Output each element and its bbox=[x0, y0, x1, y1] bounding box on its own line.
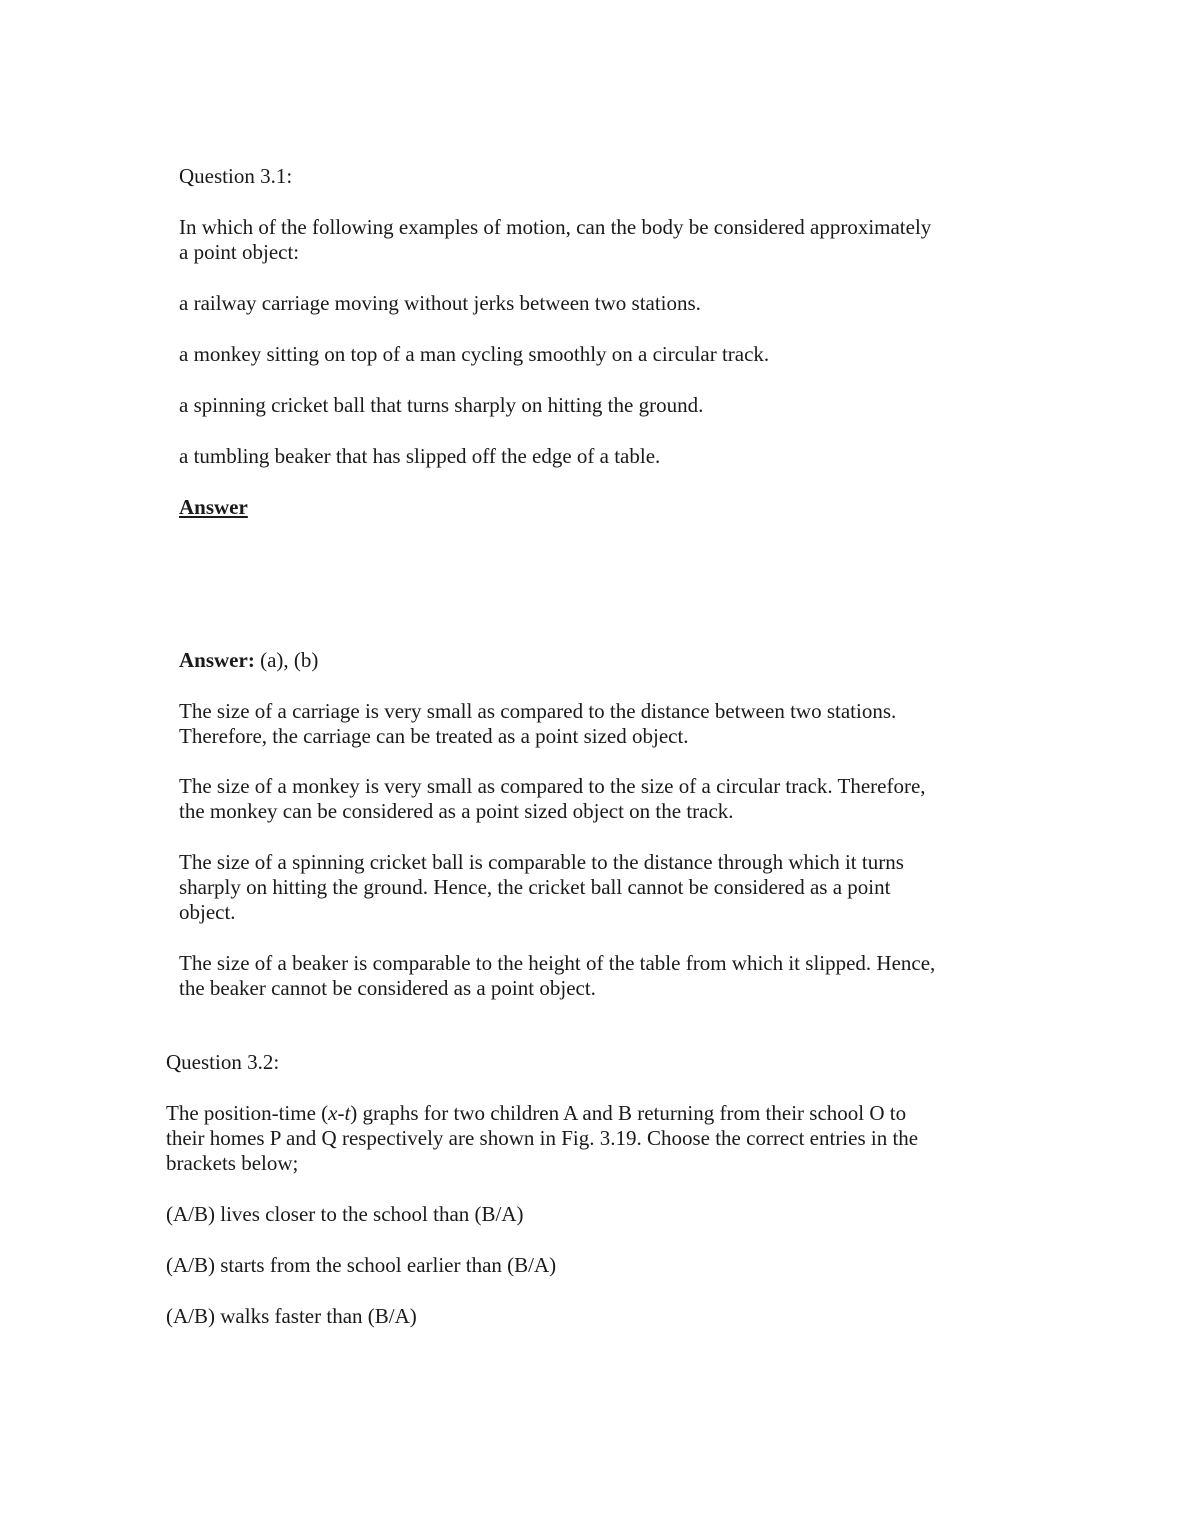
answer-link[interactable]: Answer bbox=[179, 495, 248, 519]
prompt-part-1: The position-time ( bbox=[166, 1101, 329, 1125]
question-1-option-b: a monkey sitting on top of a man cycling smoothly on a circular track. bbox=[179, 342, 770, 366]
answer-label: Answer: bbox=[179, 648, 255, 672]
explanation-line: Therefore, the carriage can be treated as a point sized object. bbox=[179, 724, 689, 748]
explanation-line: The size of a monkey is very small as compared to the size of a circular track. Therefore, bbox=[179, 774, 926, 798]
question-1-option-d: a tumbling beaker that has slipped off the edge of a table. bbox=[179, 444, 661, 468]
question-2-option-b: (A/B) starts from the school earlier than (B/A) bbox=[166, 1253, 557, 1277]
question-2-prompt bbox=[166, 1101, 918, 1176]
question-1-option-a: a railway carriage moving without jerks between two stations. bbox=[179, 291, 701, 315]
prompt-italic: x-t bbox=[328, 1101, 351, 1125]
question-2-prompt-line: brackets below; bbox=[166, 1151, 299, 1175]
explanation-line: object. bbox=[179, 900, 236, 924]
explanation-line: sharply on hitting the ground. Hence, the cricket ball cannot be considered as a point bbox=[179, 875, 891, 899]
answer-line bbox=[179, 648, 318, 673]
explanation-line: The size of a beaker is comparable to the height of the table from which it slipped. Hence, bbox=[179, 951, 936, 975]
explanation-line: the monkey can be considered as a point sized object on the track. bbox=[179, 799, 734, 823]
question-1-prompt-line: In which of the following examples of motion, can the body be considered approximately bbox=[179, 215, 932, 239]
prompt-part-2: ) graphs for two children A and B returning from their school O to bbox=[350, 1101, 907, 1125]
question-2-prompt-line bbox=[166, 1101, 918, 1126]
question-2-option-c: (A/B) walks faster than (B/A) bbox=[166, 1304, 417, 1328]
explanation-d bbox=[179, 951, 935, 1001]
explanation-line: The size of a carriage is very small as compared to the distance between two stations. bbox=[179, 699, 897, 723]
question-2-prompt-line: their homes P and Q respectively are shown in Fig. 3.19. Choose the correct entries in the bbox=[166, 1126, 919, 1150]
question-1-prompt-line: a point object: bbox=[179, 240, 300, 264]
explanation-c bbox=[179, 850, 904, 925]
question-1-option-c: a spinning cricket ball that turns sharply on hitting the ground. bbox=[179, 393, 704, 417]
explanation-line: The size of a spinning cricket ball is comparable to the distance through which it turns bbox=[179, 850, 904, 874]
question-2-option-a: (A/B) lives closer to the school than (B/A) bbox=[166, 1202, 524, 1226]
question-2-heading: Question 3.2: bbox=[166, 1050, 280, 1074]
question-1-heading: Question 3.1: bbox=[179, 164, 293, 188]
explanation-line: the beaker cannot be considered as a point object. bbox=[179, 976, 596, 1000]
answer-value: (a), (b) bbox=[254, 648, 319, 672]
explanation-b bbox=[179, 774, 926, 824]
question-1-prompt bbox=[179, 215, 931, 265]
explanation-a bbox=[179, 699, 896, 749]
